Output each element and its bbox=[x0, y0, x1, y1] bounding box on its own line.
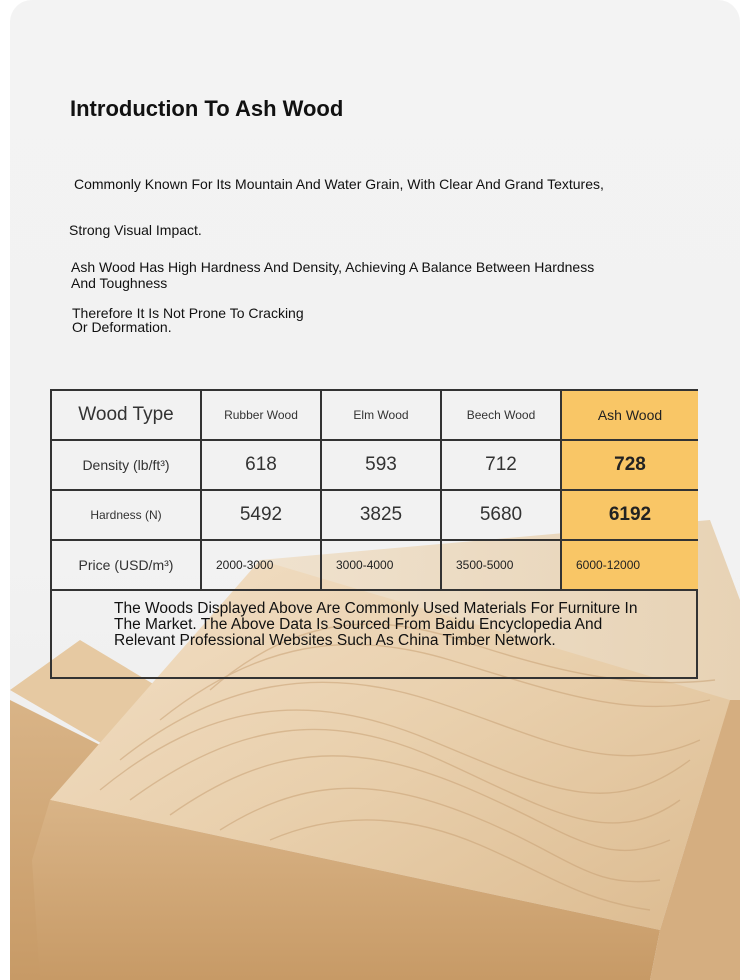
row-label-density: Density (lb/ft³) bbox=[52, 441, 202, 491]
header-wood-type: Wood Type bbox=[52, 391, 202, 441]
product-detail-card bbox=[10, 0, 740, 980]
price-rubber: 2000-3000 bbox=[202, 541, 322, 591]
hardness-ash: 6192 bbox=[562, 491, 698, 541]
price-ash: 6000-12000 bbox=[562, 541, 698, 591]
density-rubber: 618 bbox=[202, 441, 322, 491]
wood-comparison-table bbox=[50, 389, 698, 679]
hardness-beech: 5680 bbox=[442, 491, 562, 541]
intro-paragraph-1: Commonly Known For Its Mountain And Water Grain, With Clear And Grand Textures, bbox=[74, 176, 604, 192]
table-row bbox=[52, 541, 698, 591]
header-elm-wood: Elm Wood bbox=[322, 391, 442, 441]
price-beech: 3500-5000 bbox=[442, 541, 562, 591]
density-ash: 728 bbox=[562, 441, 698, 491]
intro-paragraph-2: Strong Visual Impact. bbox=[69, 222, 202, 238]
header-beech-wood: Beech Wood bbox=[442, 391, 562, 441]
hardness-rubber: 5492 bbox=[202, 491, 322, 541]
row-label-hardness: Hardness (N) bbox=[52, 491, 202, 541]
table-row bbox=[52, 491, 698, 541]
header-rubber-wood: Rubber Wood bbox=[202, 391, 322, 441]
intro-paragraph-3: Ash Wood Has High Hardness And Density, Achieving A Balance Between Hardness And Toughness bbox=[71, 259, 595, 291]
table-row bbox=[52, 441, 698, 491]
table-header-row bbox=[52, 391, 698, 441]
density-elm: 593 bbox=[322, 441, 442, 491]
hardness-elm: 3825 bbox=[322, 491, 442, 541]
header-ash-wood: Ash Wood bbox=[562, 391, 698, 441]
density-beech: 712 bbox=[442, 441, 562, 491]
table-source-note: The Woods Displayed Above Are Commonly Used Materials For Furniture In The Market. The Above Data Is Sourced From Baidu Encyclopedia And Relevant Professional Websites Such As China Timber Network. bbox=[114, 600, 638, 649]
intro-paragraph-4: Therefore It Is Not Prone To Cracking Or Deformation. bbox=[72, 305, 304, 335]
row-label-price: Price (USD/m³) bbox=[52, 541, 202, 591]
page-title: Introduction To Ash Wood bbox=[70, 96, 344, 121]
price-elm: 3000-4000 bbox=[322, 541, 442, 591]
